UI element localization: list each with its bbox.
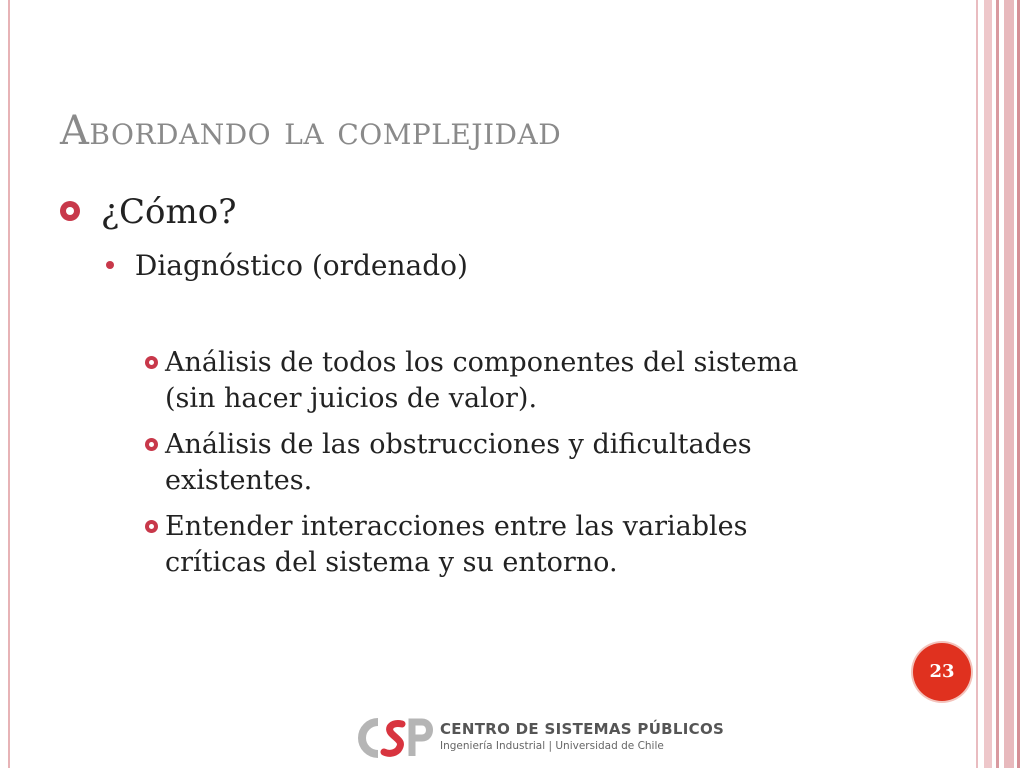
logo-text xyxy=(440,720,724,752)
bullet-level1-text: ¿Cómo? xyxy=(100,192,237,232)
dot-bullet-icon xyxy=(106,261,114,269)
logo-subtitle: Ingeniería Industrial | Universidad de Chile xyxy=(440,740,664,752)
bullet-level2-text: Diagnóstico (ordenado) xyxy=(134,249,468,282)
footer-logo xyxy=(352,712,725,764)
right-stripe xyxy=(976,0,978,768)
csp-logo-icon xyxy=(352,712,438,764)
bullet-level3 xyxy=(145,509,747,581)
bullet-text-line: Entender interacciones entre las variables xyxy=(165,511,748,542)
bullet-level1 xyxy=(60,192,236,232)
bullet-text-line: críticas del sistema y su entorno. xyxy=(165,547,618,578)
logo-title: CENTRO DE SISTEMAS PÚBLICOS xyxy=(440,720,725,738)
ring-bullet-icon xyxy=(145,438,158,451)
right-stripe xyxy=(996,0,999,768)
right-stripe xyxy=(984,0,992,768)
ring-bullet-icon xyxy=(60,201,80,221)
ring-bullet-icon xyxy=(145,356,158,369)
bullet-text-line: Análisis de las obstrucciones y dificultades xyxy=(165,429,752,460)
bullet-text-line: (sin hacer juicios de valor). xyxy=(165,383,538,414)
left-border-line xyxy=(8,0,10,768)
slide-title: Abordando la complejidad xyxy=(60,108,562,154)
bullet-text-line: existentes. xyxy=(165,465,313,496)
bullet-text-line: Análisis de todos los componentes del sistema xyxy=(165,347,799,378)
bullet-level2 xyxy=(106,249,468,282)
bullet-level3 xyxy=(145,345,798,417)
ring-bullet-icon xyxy=(145,520,158,533)
bullet-level3 xyxy=(145,427,752,499)
right-stripe xyxy=(1017,0,1020,768)
right-stripe xyxy=(1004,0,1014,768)
page-number-badge: 23 xyxy=(913,643,971,701)
